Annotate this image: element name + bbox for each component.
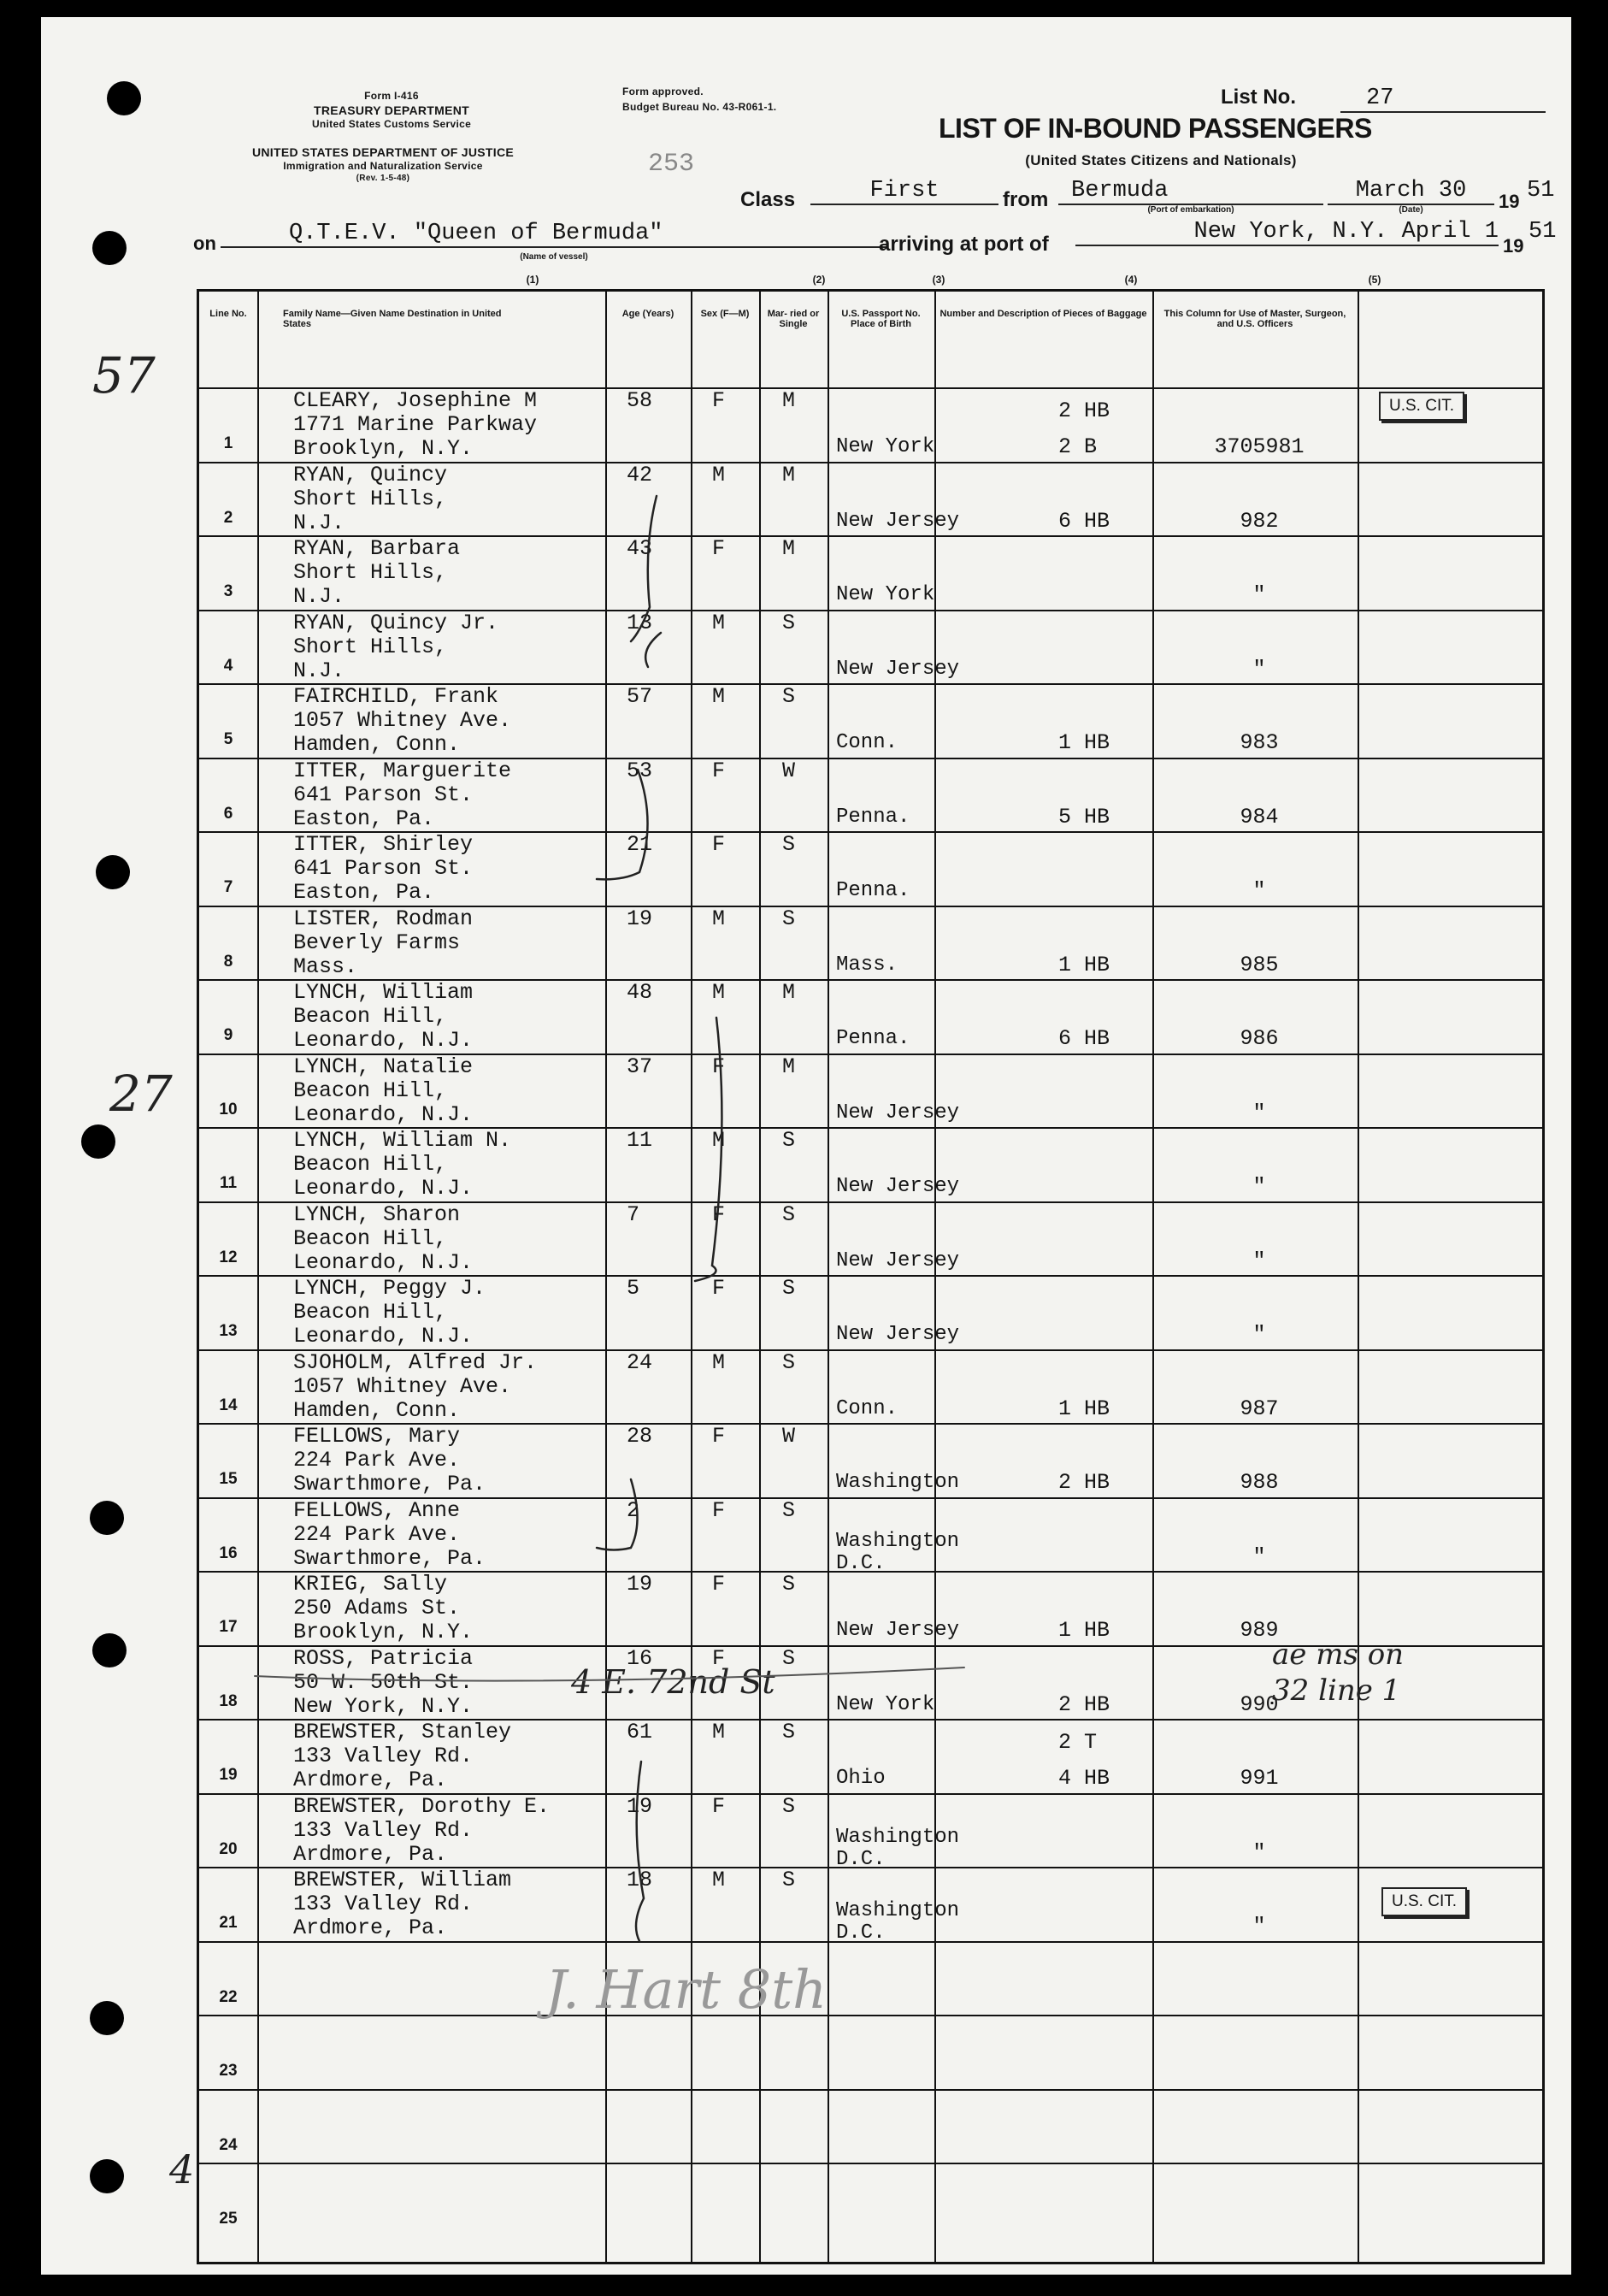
date-caption: (Date): [1399, 205, 1423, 215]
from-label: from: [1003, 188, 1049, 211]
ross-note-line2: 32 line 1: [1272, 1673, 1401, 1708]
passenger-name: RYAN, Barbara: [293, 536, 461, 561]
address-line-1: Short Hills,: [293, 634, 448, 659]
punch-hole: [90, 2001, 124, 2035]
officer-reference: 991: [1240, 1766, 1279, 1791]
sex: F: [712, 1497, 726, 1523]
col-num-5: (5): [1368, 274, 1381, 286]
address-line-2: Swarthmore, Pa.: [293, 1545, 486, 1571]
place-of-birth: Mass.: [836, 953, 898, 977]
marital-status: S: [782, 1868, 796, 1892]
sex: M: [712, 462, 726, 487]
officer-reference: 986: [1240, 1026, 1279, 1051]
address-line-1: 641 Parson St.: [293, 856, 474, 881]
arriving-label: arriving at port of: [879, 233, 1049, 256]
sex: F: [712, 832, 726, 857]
place-of-birth: New York: [836, 435, 935, 458]
address-line-1: 50 W. 50th St.: [293, 1669, 474, 1695]
line-number: 15: [219, 1470, 238, 1488]
officer-reference: 983: [1240, 730, 1279, 755]
address-line-2: Leonardo, N.J.: [293, 1324, 474, 1349]
sex: F: [712, 1572, 726, 1597]
sex: F: [712, 1276, 726, 1301]
sex: M: [712, 906, 726, 931]
passenger-name: FELLOWS, Anne: [293, 1497, 461, 1523]
address-line-2: Hamden, Conn.: [293, 732, 461, 757]
address-line-1: 1771 Marine Parkway: [293, 412, 538, 437]
list-label: List No.: [1221, 86, 1296, 109]
age: 24: [627, 1349, 653, 1375]
margin-note-mid: 27: [109, 1065, 173, 1123]
address-line-1: 133 Valley Rd.: [293, 1817, 474, 1843]
line-number: 16: [219, 1543, 238, 1562]
baggage-count: 1 HB: [1058, 1396, 1110, 1421]
passenger-name: ROSS, Patricia: [293, 1645, 474, 1671]
list-number: 27: [1340, 86, 1546, 113]
address-line-2: Hamden, Conn.: [293, 1397, 461, 1423]
marital-status: S: [782, 1276, 796, 1301]
place-of-birth: Conn.: [836, 731, 898, 754]
budget-bureau: Budget Bureau No. 43-R061-1.: [622, 101, 777, 113]
line-number: 7: [223, 878, 233, 896]
sex: F: [712, 388, 726, 413]
marital-status: S: [782, 610, 796, 635]
address-line-1: Beacon Hill,: [293, 1152, 448, 1177]
revision-date: (Rev. 1-5-48): [356, 174, 410, 183]
age: 18: [627, 1868, 653, 1892]
col-header-passport: U.S. Passport No. Place of Birth: [841, 309, 921, 329]
officer-reference: 984: [1240, 804, 1279, 829]
address-line-2: Swarthmore, Pa.: [293, 1472, 486, 1496]
age: 21: [627, 832, 653, 857]
marital-status: S: [782, 1645, 796, 1671]
place-of-birth: Washington: [836, 1899, 960, 1922]
subtitle: (United States Citizens and Nationals): [1025, 152, 1297, 168]
address-line-2: Ardmore, Pa.: [293, 1768, 448, 1792]
arrival-year: 51: [1528, 219, 1557, 245]
col-num-4: (4): [1124, 274, 1138, 286]
marital-status: M: [782, 980, 796, 1005]
sex: M: [712, 980, 726, 1005]
line-number: 3: [223, 582, 233, 600]
marital-status: S: [782, 1497, 796, 1523]
baggage-count: 4 HB: [1058, 1766, 1110, 1791]
address-line-2: New York, N.Y.: [293, 1693, 474, 1719]
ins-service: Immigration and Naturalization Service: [283, 160, 483, 172]
baggage-count: 1 HB: [1058, 952, 1110, 977]
line-number: 19: [219, 1766, 238, 1784]
passenger-name: FELLOWS, Mary: [293, 1424, 461, 1449]
manifest-page: [41, 17, 1571, 2275]
us-citizen-stamp-bottom: U.S. CIT.: [1381, 1887, 1467, 1916]
col-num-1: (1): [526, 274, 539, 286]
sex: F: [712, 1645, 726, 1671]
baggage-count: 1 HB: [1058, 1618, 1110, 1643]
address-line-1: Short Hills,: [293, 486, 448, 511]
arrival-year-prefix: 19: [1503, 235, 1524, 257]
address-line-2: Easton, Pa.: [293, 880, 435, 905]
officer-reference: 982: [1240, 508, 1279, 534]
passenger-name: BREWSTER, Stanley: [293, 1720, 512, 1744]
officer-reference: 989: [1240, 1618, 1279, 1643]
marital-status: S: [782, 832, 796, 857]
marital-status: M: [782, 536, 796, 561]
place-of-birth: New York: [836, 1692, 935, 1716]
passenger-name: FAIRCHILD, Frank: [293, 684, 499, 709]
line-number: 25: [219, 2210, 238, 2228]
vessel-caption: (Name of vessel): [520, 252, 588, 262]
line-number: 24: [219, 2135, 238, 2154]
place-of-birth: Ohio: [836, 1767, 886, 1790]
place-of-birth: Penna.: [836, 1027, 910, 1050]
place-of-birth: New Jersey: [836, 657, 960, 681]
vessel-name: Q.T.E.V. "Queen of Bermuda": [221, 221, 887, 248]
marital-status: S: [782, 1349, 796, 1375]
address-line-2: Leonardo, N.J.: [293, 1249, 474, 1275]
age: 7: [627, 1201, 640, 1227]
punch-hole: [92, 1633, 127, 1667]
passenger-name: LYNCH, Natalie: [293, 1054, 474, 1079]
line-number: 2: [223, 508, 233, 527]
title: LIST OF IN-BOUND PASSENGERS: [939, 113, 1372, 144]
passenger-name: ITTER, Shirley: [293, 832, 474, 857]
officer-reference: 985: [1240, 952, 1279, 977]
baggage-count: 2 B: [1058, 434, 1098, 459]
officer-reference: 990: [1240, 1691, 1279, 1717]
place-of-birth: New Jersey: [836, 1175, 960, 1198]
year-prefix: 19: [1499, 191, 1520, 212]
class-label: Class: [740, 188, 796, 211]
address-line-2: N.J.: [293, 584, 345, 609]
line-number: 5: [223, 730, 233, 748]
passenger-name: BREWSTER, Dorothy E.: [293, 1793, 551, 1819]
line-number: 21: [219, 1914, 238, 1932]
marital-status: S: [782, 1720, 796, 1744]
form-approved: Form approved.: [622, 86, 704, 97]
address-line-2: Easton, Pa.: [293, 806, 435, 831]
marital-status: S: [782, 1201, 796, 1227]
age: 57: [627, 684, 653, 709]
age: 43: [627, 536, 653, 561]
place-of-birth: New Jersey: [836, 1248, 960, 1272]
address-line-2: N.J.: [293, 510, 345, 535]
baggage-count: 6 HB: [1058, 508, 1110, 534]
col-header-age: Age (Years): [621, 309, 674, 319]
line-number: 22: [219, 1987, 238, 2006]
baggage-line-1: 2 HB: [1058, 398, 1110, 423]
punch-hole: [107, 81, 141, 115]
col-header-officers: This Column for Use of Master, Surgeon, and U.S. Officers: [1163, 309, 1346, 329]
year-value: 51: [1527, 178, 1555, 204]
class-value: First: [810, 178, 998, 205]
address-line-2: Mass.: [293, 953, 358, 979]
line-number: 23: [219, 2062, 238, 2080]
passenger-name: SJOHOLM, Alfred Jr.: [293, 1349, 538, 1375]
officer-reference: ": [1252, 1100, 1266, 1125]
punch-hole: [92, 231, 127, 265]
marital-status: S: [782, 1572, 796, 1597]
marital-status: S: [782, 1128, 796, 1153]
address-line-1: 133 Valley Rd.: [293, 1744, 474, 1768]
margin-note-top: 57: [92, 346, 156, 404]
passenger-name: LYNCH, Peggy J.: [293, 1276, 486, 1301]
passenger-name: LYNCH, William: [293, 980, 474, 1005]
age: 19: [627, 906, 653, 931]
col-num-3: (3): [932, 274, 945, 286]
place-of-birth-line-2: D.C.: [836, 1921, 886, 1945]
passenger-name: LYNCH, William N.: [293, 1128, 512, 1153]
baggage-count: 1 HB: [1058, 730, 1110, 755]
age: 61: [627, 1720, 653, 1744]
officer-reference: ": [1252, 1174, 1266, 1199]
justice-dept: UNITED STATES DEPARTMENT OF JUSTICE: [251, 145, 515, 159]
sex: M: [712, 610, 726, 635]
age: 19: [627, 1572, 653, 1597]
address-line-1: 224 Park Ave.: [293, 1448, 461, 1473]
ross-note-line1: ae ms on: [1272, 1638, 1405, 1672]
sex: M: [712, 1349, 726, 1375]
baggage-count: 2 HB: [1058, 1691, 1110, 1717]
col-header-line-no: Line No.: [209, 309, 247, 319]
on-label: on: [193, 233, 216, 254]
address-line-2: Leonardo, N.J.: [293, 1176, 474, 1201]
passenger-name: LISTER, Rodman: [293, 906, 474, 931]
address-line-1: 1057 Whitney Ave.: [293, 1373, 512, 1399]
address-line-2: Brooklyn, N.Y.: [293, 1620, 474, 1644]
age: 42: [627, 462, 653, 487]
line-number: 11: [219, 1174, 238, 1192]
officer-reference: ": [1252, 1914, 1266, 1939]
sex: F: [712, 1054, 726, 1079]
col-num-2: (2): [812, 274, 826, 286]
sex: M: [712, 1868, 726, 1892]
baggage-line-1: 2 T: [1058, 1730, 1098, 1755]
punch-hole: [90, 1501, 124, 1535]
age: 58: [627, 388, 653, 413]
officer-reference: ": [1252, 656, 1266, 682]
age: 37: [627, 1054, 653, 1079]
line-number: 13: [219, 1322, 238, 1340]
age: 48: [627, 980, 653, 1005]
baggage-count: 6 HB: [1058, 1026, 1110, 1051]
passenger-name: ITTER, Marguerite: [293, 758, 512, 783]
sex: F: [712, 1201, 726, 1227]
baggage-count: 2 HB: [1058, 1470, 1110, 1495]
place-of-birth: Washington: [836, 1471, 960, 1494]
sex: M: [712, 1720, 726, 1744]
sex: M: [712, 684, 726, 709]
col-header-married: Mar- ried or Single: [767, 309, 820, 329]
line-number: 4: [223, 656, 233, 675]
port-caption: (Port of embarkation): [1147, 205, 1234, 215]
place-of-birth-line-2: D.C.: [836, 1551, 886, 1575]
address-line-1: 1057 Whitney Ave.: [293, 708, 512, 733]
punch-hole: [96, 855, 130, 889]
treasury-dept: TREASURY DEPARTMENT: [313, 103, 469, 117]
marital-status: S: [782, 1793, 796, 1819]
place-of-birth: New Jersey: [836, 1323, 960, 1346]
officer-signature: J. Hart 8th: [545, 1958, 828, 2021]
place-of-birth: Penna.: [836, 805, 910, 829]
marital-status: S: [782, 906, 796, 931]
sex: F: [712, 758, 726, 783]
place-of-birth: Penna.: [836, 879, 910, 902]
stamped-number: 253: [648, 150, 695, 179]
address-line-2: Brooklyn, N.Y.: [293, 436, 474, 461]
age: 19: [627, 1793, 653, 1819]
address-line-1: Beacon Hill,: [293, 1225, 448, 1251]
passenger-name: RYAN, Quincy Jr.: [293, 610, 499, 635]
line-number: 1: [223, 434, 233, 452]
address-line-2: Ardmore, Pa.: [293, 1841, 448, 1867]
officer-reference: 3705981: [1214, 434, 1305, 459]
sex: F: [712, 1793, 726, 1819]
pen-marks: [41, 17, 1571, 2275]
age: 2: [627, 1497, 640, 1523]
customs-service: United States Customs Service: [311, 118, 472, 130]
officer-reference: ": [1252, 582, 1266, 607]
line-number: 6: [223, 804, 233, 823]
line-number: 9: [223, 1026, 233, 1044]
from-value: Bermuda: [1058, 178, 1323, 205]
officer-reference: 987: [1240, 1396, 1279, 1421]
place-of-birth: Washington: [836, 1529, 960, 1553]
officer-reference: ": [1252, 1248, 1266, 1273]
age: 5: [627, 1276, 640, 1301]
baggage-count: 5 HB: [1058, 804, 1110, 829]
place-of-birth: Conn.: [836, 1396, 898, 1420]
age: 16: [627, 1645, 653, 1671]
age: 53: [627, 758, 653, 783]
address-line-1: Beacon Hill,: [293, 1300, 448, 1325]
line-number: 18: [219, 1691, 238, 1710]
officer-reference: ": [1252, 1839, 1266, 1865]
address-line-1: 641 Parson St.: [293, 782, 474, 807]
line-number: 8: [223, 952, 233, 971]
address-line-1: Beacon Hill,: [293, 1004, 448, 1029]
marital-status: M: [782, 462, 796, 487]
address-line-1: 250 Adams St.: [293, 1596, 461, 1620]
line-number: 17: [219, 1618, 238, 1636]
col-header-sex: Sex (F—M): [700, 309, 750, 319]
officer-reference: ": [1252, 1543, 1266, 1569]
address-line-2: Leonardo, N.J.: [293, 1028, 474, 1053]
address-line-1: Beverly Farms: [293, 930, 461, 955]
address-line-1: Short Hills,: [293, 560, 448, 585]
marital-status: M: [782, 388, 796, 413]
age: 11: [627, 1128, 653, 1153]
address-line-2: Ardmore, Pa.: [293, 1915, 448, 1940]
departure-date: March 30: [1328, 178, 1494, 205]
officer-reference: 988: [1240, 1470, 1279, 1495]
sex: F: [712, 1424, 726, 1449]
place-of-birth: New Jersey: [836, 1619, 960, 1642]
place-of-birth-line-2: D.C.: [836, 1847, 886, 1871]
address-line-2: Leonardo, N.J.: [293, 1101, 474, 1127]
place-of-birth: New Jersey: [836, 1101, 960, 1124]
address-line-1: 133 Valley Rd.: [293, 1892, 474, 1916]
sex: F: [712, 536, 726, 561]
marital-status: M: [782, 1054, 796, 1079]
form-number: Form I-416: [364, 90, 419, 102]
passenger-name: BREWSTER, William: [293, 1868, 512, 1892]
punch-hole: [81, 1124, 115, 1159]
col-header-name: Family Name—Given Name Destination in United States: [283, 309, 502, 329]
place-of-birth: Washington: [836, 1825, 960, 1849]
ross-address-correction: 4 E. 72nd St: [571, 1663, 775, 1701]
arrival-port-date: New York, N.Y. April 1: [1075, 219, 1499, 246]
line-number: 10: [219, 1100, 238, 1118]
officer-reference: ": [1252, 1322, 1266, 1347]
marital-status: S: [782, 684, 796, 709]
age: 28: [627, 1424, 653, 1449]
officer-reference: ": [1252, 878, 1266, 903]
col-header-baggage: Number and Description of Pieces of Baggage: [939, 309, 1147, 319]
address-line-1: Beacon Hill,: [293, 1077, 448, 1103]
passenger-name: CLEARY, Josephine M: [293, 388, 538, 413]
passenger-name: KRIEG, Sally: [293, 1572, 448, 1597]
line-number: 20: [219, 1839, 238, 1858]
punch-hole: [90, 2159, 124, 2193]
passenger-name: LYNCH, Sharon: [293, 1201, 461, 1227]
marital-status: W: [782, 758, 796, 783]
line-number: 14: [219, 1396, 238, 1414]
bottom-margin-mark: 4: [169, 2146, 195, 2193]
age: 13: [627, 610, 653, 635]
place-of-birth: New Jersey: [836, 509, 960, 533]
address-line-2: N.J.: [293, 658, 345, 683]
sex: M: [712, 1128, 726, 1153]
place-of-birth: New York: [836, 583, 935, 606]
marital-status: W: [782, 1424, 796, 1449]
us-citizen-stamp-top: U.S. CIT.: [1379, 392, 1464, 421]
passenger-name: RYAN, Quincy: [293, 462, 448, 487]
line-number: 12: [219, 1248, 238, 1266]
address-line-1: 224 Park Ave.: [293, 1521, 461, 1547]
